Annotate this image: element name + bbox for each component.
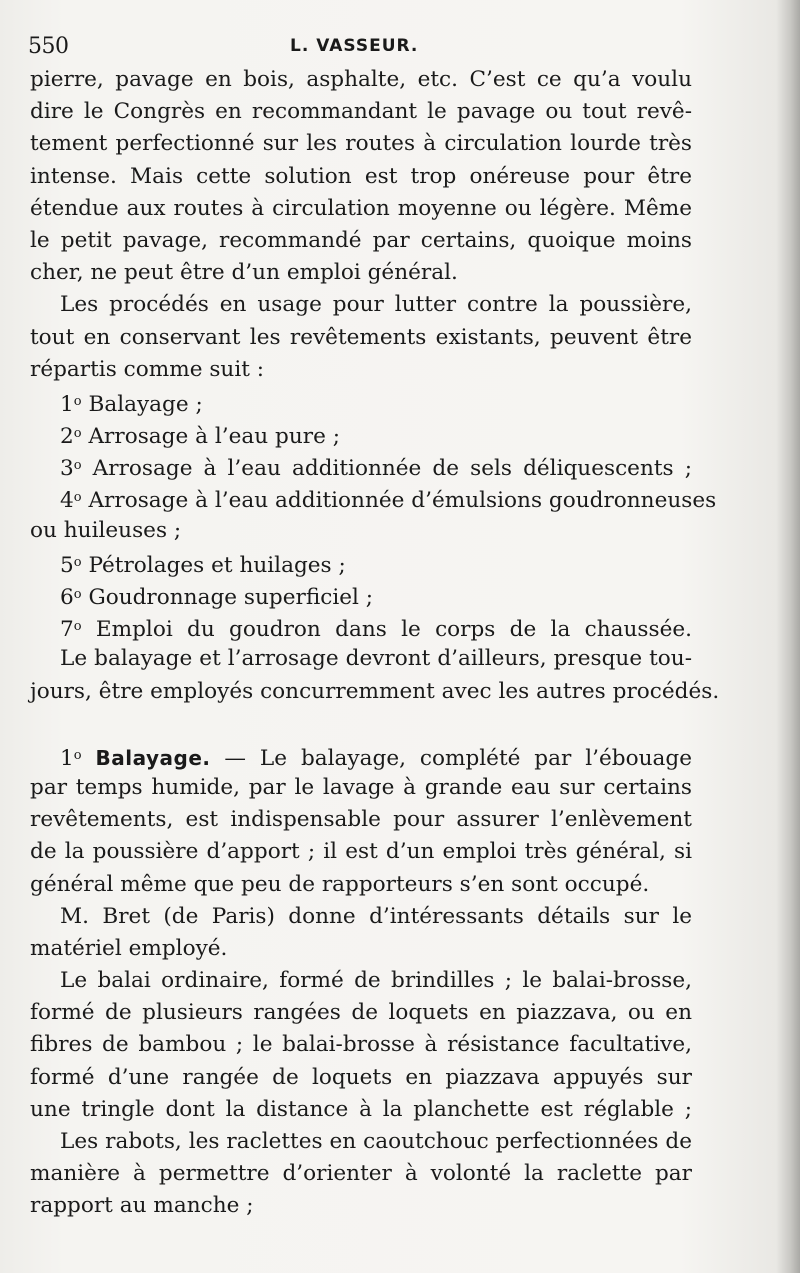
- text-line: revêtements, est indispensable pour assurer l’enlèvement: [30, 807, 692, 833]
- text-line: formé de plusieurs rangées de loquets en piazzava, ou en: [30, 1000, 692, 1026]
- section-gap: [30, 708, 692, 740]
- list-item: 6$^o$ Goudronnage superficiel ;: [60, 585, 374, 610]
- page-number: 550: [28, 34, 69, 59]
- text-line: M. Bret (de Paris) donne d’intéressants détails sur le: [60, 903, 692, 929]
- text-line: dire le Congrès en recommandant le pavage ou tout revê-: [30, 99, 692, 125]
- text-line: tout en conservant les revêtements existants, peuvent être: [30, 324, 692, 350]
- list-item: 1$^o$ Balayage ;: [60, 391, 203, 417]
- list-item: 4$^o$ Arrosage à l’eau additionnée d’émulsions goudronneuses: [60, 488, 717, 514]
- text-line: manière à permettre d’orienter à volonté la raclette par: [30, 1161, 692, 1187]
- running-head: L. VASSEUR.: [290, 36, 419, 56]
- text-line: une tringle dont la distance à la planchette est réglable ;: [30, 1096, 692, 1122]
- text-line: tement perfectionné sur les routes à circulation lourde très: [30, 131, 692, 157]
- text-line: étendue aux routes à circulation moyenne ou légère. Même: [30, 195, 692, 221]
- section-heading-line: 1$^o$ Balayage. — Le balayage, complété par l’ébouage: [60, 745, 692, 771]
- page-gutter-shadow: [776, 0, 800, 1273]
- list-item: 5$^o$ Pétrolages et huilages ;: [60, 552, 346, 578]
- text-line: répartis comme suit :: [30, 356, 265, 382]
- list-item: 3$^o$ Arrosage à l’eau additionnée de sels déliquescents ;: [60, 456, 692, 482]
- text-line: rapport au manche ;: [30, 1193, 254, 1219]
- section-heading: Balayage.: [95, 745, 211, 770]
- text-line: le petit pavage, recommandé par certains, quoique moins: [30, 227, 692, 253]
- text-line: Les rabots, les raclettes en caoutchouc perfectionnées de: [60, 1129, 692, 1154]
- text-line: de la poussière d’apport ; il est d’un emploi très général, si: [30, 839, 692, 865]
- list-item-continuation: ou huileuses ;: [30, 517, 182, 543]
- list-item: 2$^o$ Arrosage à l’eau pure ;: [60, 424, 341, 450]
- text-line: Le balayage et l’arrosage devront d’ailleurs, presque tou-: [60, 646, 692, 672]
- text-line: Les procédés en usage pour lutter contre la poussière,: [60, 292, 692, 318]
- text-line: matériel employé.: [30, 935, 228, 961]
- text-line: fibres de bambou ; le balai-brosse à résistance facultative,: [30, 1032, 692, 1058]
- text-line: formé d’une rangée de loquets en piazzava appuyés sur: [30, 1064, 692, 1090]
- page-header: [28, 34, 768, 64]
- text-line: jours, être employés concurremment avec les autres procédés.: [30, 678, 720, 704]
- text-line: par temps humide, par le lavage à grande eau sur certains: [30, 774, 692, 800]
- list-item: 7$^o$ Emploi du goudron dans le corps de la chaussée.: [60, 617, 692, 643]
- text-line: général même que peu de rapporteurs s’en sont occupé.: [30, 871, 650, 897]
- body-text: [30, 64, 720, 1223]
- text-line: Le balai ordinaire, formé de brindilles ; le balai-brosse,: [60, 968, 692, 994]
- text-line: pierre, pavage en bois, asphalte, etc. C’est ce qu’a voulu: [30, 67, 692, 92]
- text-line: cher, ne peut être d’un emploi général.: [30, 260, 458, 286]
- text-line: intense. Mais cette solution est trop onéreuse pour être: [30, 163, 692, 189]
